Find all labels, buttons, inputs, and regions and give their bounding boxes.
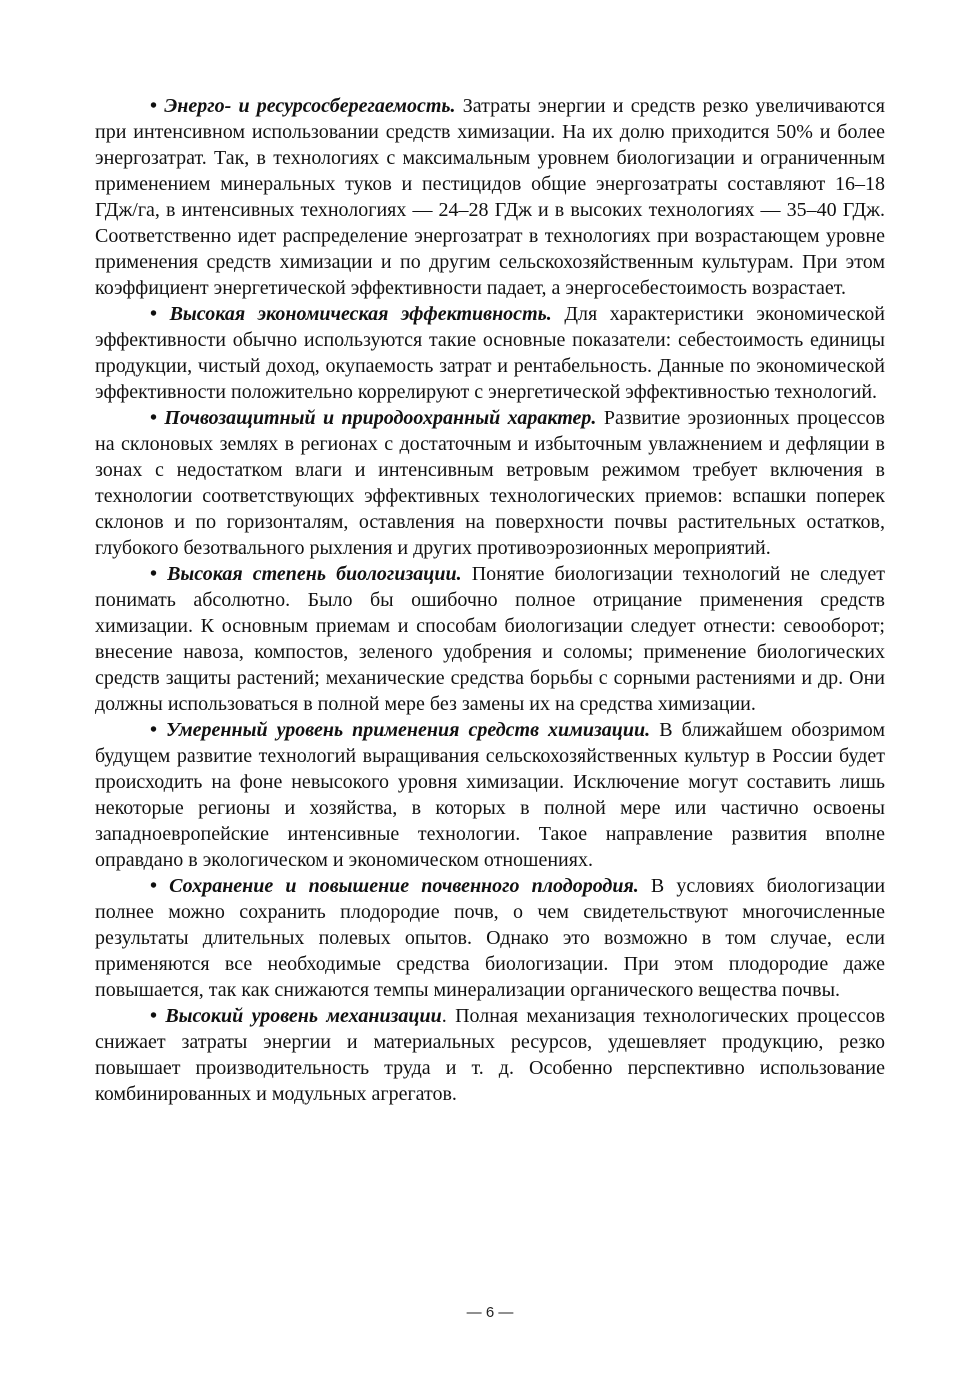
- paragraph-text: В условиях биологизации полнее можно сохранить плодородие почв, о чем свидетельствуют многочисленные результаты длительных полевых опытов. Однако это возможно в том случае, если применяются все необходимые средства биологизации. При этом плодородие даже повышается, так как снижаются темпы минерализации органического вещества почвы.: [95, 875, 886, 1001]
- bullet-icon: •: [150, 1005, 158, 1027]
- bullet-icon: •: [150, 563, 158, 585]
- bullet-icon: •: [150, 875, 158, 897]
- paragraph-term: Высокий уровень механизации: [165, 1005, 442, 1027]
- paragraph-economic-efficiency: [95, 301, 885, 405]
- paragraph-term: Энерго- и ресурсосберегаемость.: [164, 95, 456, 117]
- paragraph-term: Высокая экономическая эффективность.: [169, 303, 552, 325]
- paragraph-term: Умеренный уровень применения средств химизации.: [166, 719, 651, 741]
- paragraph-mechanization: [95, 1003, 885, 1107]
- paragraph-text: Развитие эрозионных процессов на склоновых землях в регионах с достаточным и избыточным увлажнением и дефляции в зонах с недостатком влаги и интенсивным ветровым режимом требует включения в технологии соответствующих эффективных технологических приемов: вспашки поперек склонов и по горизонталям, оставления на поверхности почвы растительных остатков, глубокого безотвального рыхления и других противоэрозионных мероприятий.: [95, 407, 885, 559]
- paragraph-text: Затраты энергии и средств резко увеличиваются при интенсивном использовании средств химизации. На их долю приходится 50% и более энергозатрат. Так, в технологиях с максимальным уровнем биологизации и ограниченным применением минеральных туков и пестицидов общие энергозатраты составляют 16–18 ГДж/га, в интенсивных технологиях — 24–28 ГДж и в высоких технологиях — 35–40 ГДж. Соответственно идет распределение энергозатрат в технологиях при возрастающем уровне применения средств химизации и по другим сельскохозяйственным культурам. При этом коэффициент энергетической эффективности падает, а энергосебестоимость возрастает.: [95, 95, 885, 299]
- paragraph-energy-saving: [95, 93, 885, 301]
- paragraph-soil-fertility: [95, 873, 885, 1003]
- page-number: — 6 —: [466, 1304, 514, 1321]
- paragraph-chemicalization: [95, 717, 885, 873]
- bullet-icon: •: [150, 407, 158, 429]
- bullet-icon: •: [150, 719, 158, 741]
- document-body: [95, 93, 885, 1107]
- paragraph-soil-protection: [95, 405, 885, 561]
- paragraph-term: Почвозащитный и природоохранный характер.: [164, 407, 597, 429]
- bullet-icon: •: [150, 303, 158, 325]
- paragraph-term: Сохранение и повышение почвенного плодородия.: [169, 875, 639, 897]
- paragraph-text: В ближайшем обозримом будущем развитие технологий выращивания сельскохозяйственных культур в России будет происходить на фоне невысокого уровня химизации. Исключение могут составить лишь некоторые регионы и хозяйства, в которых в полной мере или частично освоены западноевропейские интенсивные технологии. Такое направление развития вполне оправдано в экологическом и экономическом отношениях.: [95, 719, 886, 871]
- paragraph-text: Для характеристики экономической эффективности обычно используются такие основные показатели: себестоимость единицы продукции, чистый доход, окупаемость затрат и рентабельность. Данные по экономической эффективности положительно коррелируют с энергетической эффективностью технологий.: [95, 303, 885, 403]
- paragraph-text: . Полная механизация технологических процессов снижает затраты энергии и материальных ресурсов, удешевляет продукцию, резко повышает производительность труда и т. д. Особенно перспективно использование комбинированных и модульных агрегатов.: [95, 1005, 886, 1105]
- paragraph-biologization: [95, 561, 885, 717]
- paragraph-term: Высокая степень биологизации.: [167, 563, 462, 585]
- paragraph-text: Понятие биологизации технологий не следует понимать абсолютно. Было бы ошибочно полное отрицание применения средств химизации. К основным приемам и способам биологизации следует отнести: севооборот; внесение навоза, компостов, зеленого удобрения и соломы; применение биологических средств защиты растений; механические средства борьбы с сорными растениями и др. Они должны использоваться в полной мере без замены их на средства химизации.: [95, 563, 886, 715]
- bullet-icon: •: [150, 95, 158, 117]
